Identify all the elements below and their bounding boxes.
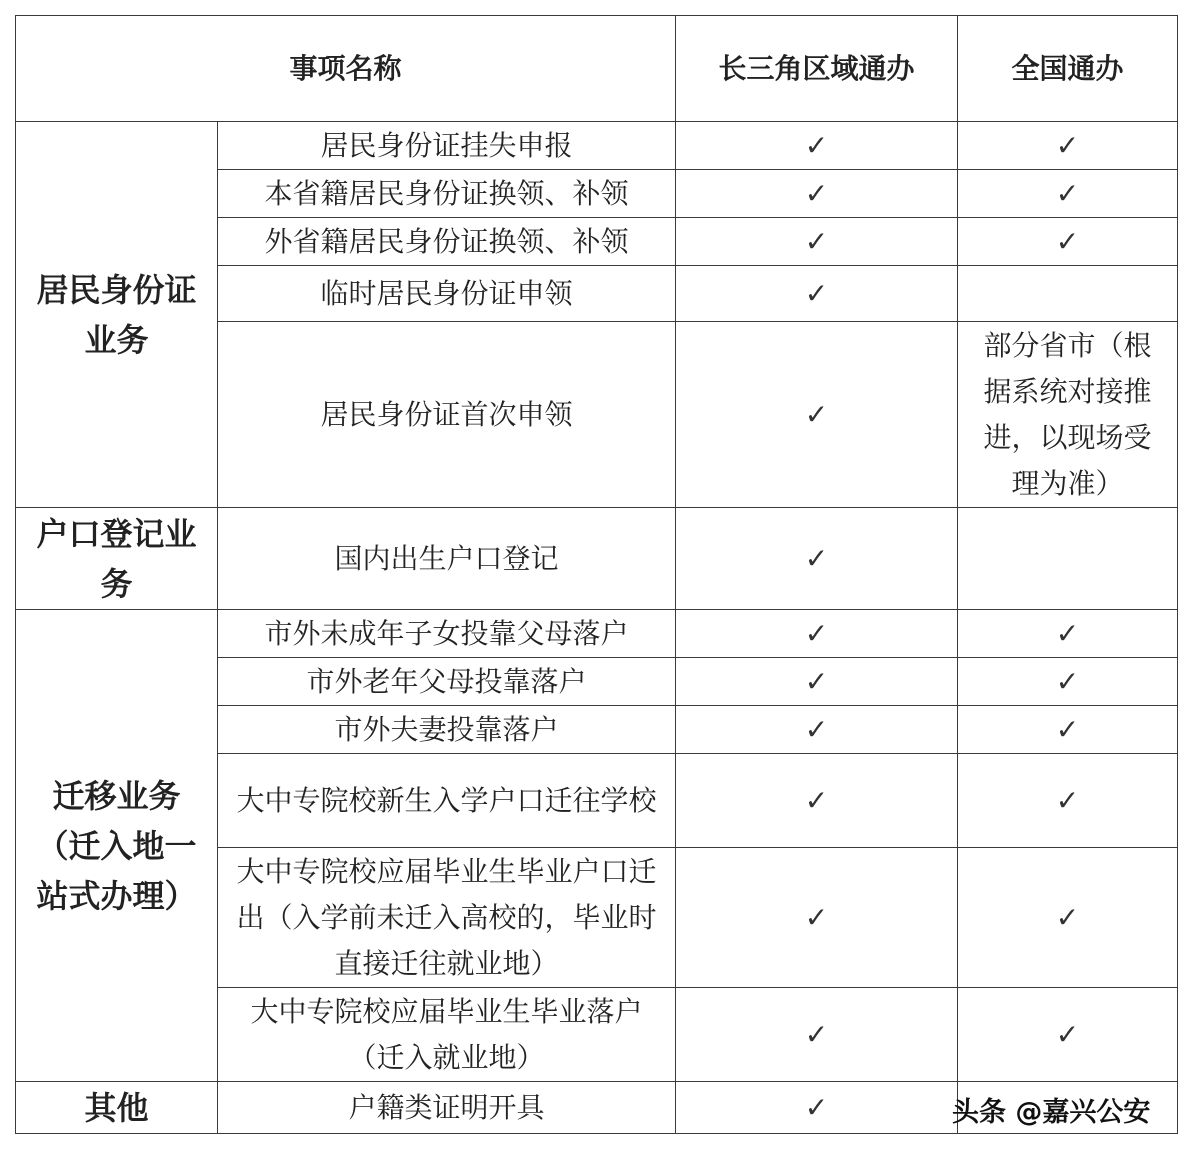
yrd-check: ✓ [676,658,958,706]
yrd-check: ✓ [676,218,958,266]
yrd-check: ✓ [676,170,958,218]
national-check [958,508,1178,610]
item-name: 户籍类证明开具 [218,1082,676,1134]
yrd-check: ✓ [676,1082,958,1134]
national-check: ✓ [958,170,1178,218]
national-check: ✓ [958,610,1178,658]
national-check: ✓ [958,658,1178,706]
yrd-check: ✓ [676,848,958,988]
item-name: 外省籍居民身份证换领、补领 [218,218,676,266]
yrd-check: ✓ [676,122,958,170]
services-table [15,15,1178,1134]
category-migration: 迁移业务（迁入地一站式办理） [16,610,218,1082]
national-check: ✓ [958,706,1178,754]
header-national: 全国通办 [958,16,1178,122]
yrd-check: ✓ [676,754,958,848]
yrd-check: ✓ [676,610,958,658]
national-check: ✓ [958,122,1178,170]
yrd-check: ✓ [676,322,958,508]
item-name: 国内出生户口登记 [218,508,676,610]
header-item-name: 事项名称 [16,16,676,122]
yrd-check: ✓ [676,266,958,322]
category-household: 户口登记业务 [16,508,218,610]
table-row [16,610,1178,658]
item-name: 市外夫妻投靠落户 [218,706,676,754]
item-name: 本省籍居民身份证换领、补领 [218,170,676,218]
watermark: 头条 @嘉兴公安 [952,1097,1151,1128]
item-name: 市外老年父母投靠落户 [218,658,676,706]
item-name: 大中专院校新生入学户口迁往学校 [218,754,676,848]
national-check: ✓ [958,754,1178,848]
national-check: ✓ [958,218,1178,266]
table-row [16,508,1178,610]
item-name: 居民身份证挂失申报 [218,122,676,170]
item-name: 临时居民身份证申领 [218,266,676,322]
item-name: 大中专院校应届毕业生毕业户口迁出（入学前未迁入高校的，毕业时直接迁往就业地） [218,848,676,988]
national-check [958,266,1178,322]
national-check: ✓ [958,988,1178,1082]
table-header-row [16,16,1178,122]
yrd-check: ✓ [676,988,958,1082]
national-check: ✓ [958,848,1178,988]
header-yrd: 长三角区域通办 [676,16,958,122]
national-note: 部分省市（根据系统对接推进，以现场受理为准） [958,322,1178,508]
category-id-card: 居民身份证业务 [16,122,218,508]
item-name: 居民身份证首次申领 [218,322,676,508]
yrd-check: ✓ [676,706,958,754]
table-row [16,122,1178,170]
category-other: 其他 [16,1082,218,1134]
yrd-check: ✓ [676,508,958,610]
item-name: 市外未成年子女投靠父母落户 [218,610,676,658]
item-name: 大中专院校应届毕业生毕业落户（迁入就业地） [218,988,676,1082]
